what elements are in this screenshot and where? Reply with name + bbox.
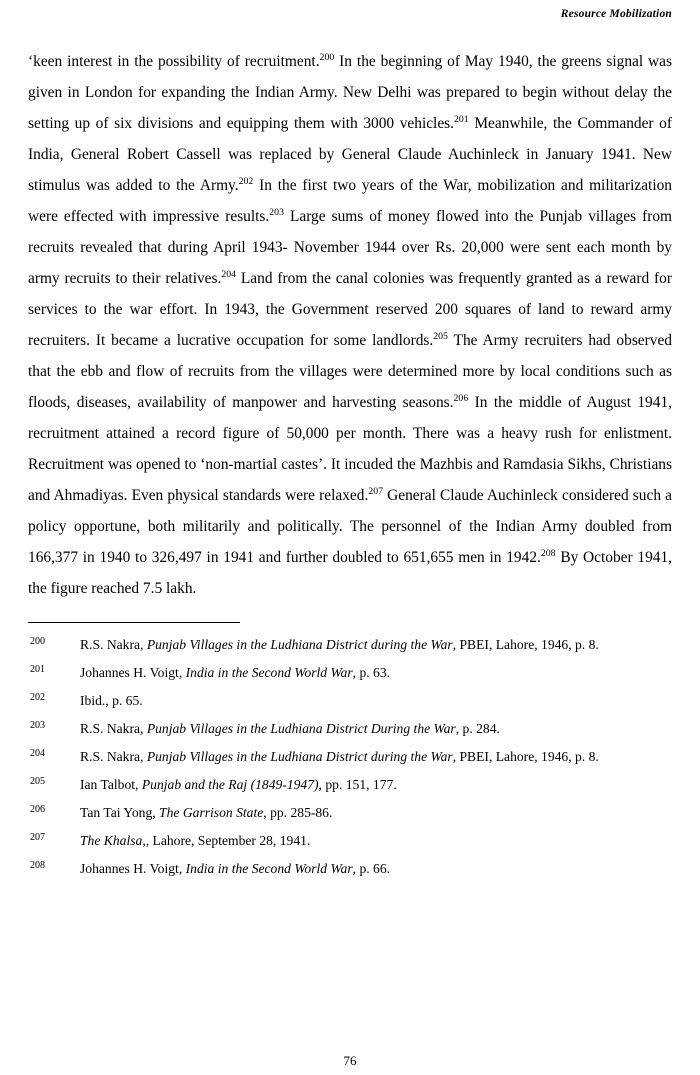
footnote-item: [28, 859, 672, 878]
footnote-number: 204: [30, 748, 45, 759]
footnote-text: Ian Talbot, Punjab and the Raj (1849-1947), pp. 151, 177.: [80, 777, 397, 792]
running-head: Resource Mobilization: [560, 8, 672, 20]
page-number: 76: [343, 1053, 357, 1068]
footnote-item: [28, 747, 672, 766]
footnote-item: [28, 691, 672, 710]
footnote-text: R.S. Nakra, Punjab Villages in the Ludhiana District During the War, p. 284.: [80, 721, 500, 736]
footnote-number: 200: [30, 636, 45, 647]
footnote-text: Johannes H. Voigt, India in the Second World War, p. 63.: [80, 665, 391, 680]
footnote-number: 202: [30, 692, 45, 703]
footnote-number: 203: [30, 720, 45, 731]
footnote-item: [28, 803, 672, 822]
footnote-item: [28, 831, 672, 850]
footnote-number: 207: [30, 832, 45, 843]
footnote-text: The Khalsa,, Lahore, September 28, 1941.: [80, 833, 311, 848]
footnote-text: R.S. Nakra, Punjab Villages in the Ludhiana District during the War, PBEI, Lahore, 1946, p. 8.: [80, 637, 599, 652]
footnote-item: [28, 663, 672, 682]
footnote-item: [28, 775, 672, 794]
footnote-list: [28, 635, 672, 878]
footnote-item: [28, 635, 672, 654]
footnote-number: 208: [30, 860, 45, 871]
body-paragraph: ‘keen interest in the possibility of recruitment.$^{200}$ In the beginning of May 1940, the greens signal was given in London for expanding the Indian Army. New Delhi was prepared to begin without delay the setting up of six divisions and equipping them with 3000 vehicles.$^{201}$ Meanwhile, the Commander of India, General Robert Cassell was replaced by General Claude Auchinleck in January 1941. New stimulus was added to the Army.$^{202}$ In the first two years of the War, mobilization and militarization were effected with impressive results.$^{203}$ Large sums of money flowed into the Punjab villages from recruits revealed that during April 1943- November 1944 over Rs. 20,000 were sent each month by army recruits to their relatives.$^{204}$ Land from the canal colonies was frequently granted as a reward for services to the war effort. In 1943, the Government reserved 200 squares of land to reward army recruiters. It became a lucrative occupation for some landlords.$^{205}$ The Army recruiters had observed that the ebb and flow of recruits from the villages were determined more by local conditions such as floods, diseases, availability of manpower and harvesting seasons.$^{206}$ In the middle of August 1941, recruitment attained a record figure of 50,000 per month. There was a heavy rush for enlistment. Recruitment was opened to ‘non-martial castes’. It incuded the Mazhbis and Ramdasia Sikhs, Christians and Ahmadiyas. Even physical standards were relaxed.$^{207}$ General Claude Auchinleck considered such a policy opportune, both militarily and politically. The personnel of the Indian Army doubled from 166,377 in 1940 to 326,497 in 1941 and further doubled to 651,655 men in 1942.$^{208}$ By October 1941, the figure reached 7.5 lakh.: [28, 51, 673, 597]
footnote-text: Ibid., p. 65.: [80, 693, 143, 708]
footnote-text: R.S. Nakra, Punjab Villages in the Ludhiana District during the War, PBEI, Lahore, 1946, p. 8.: [80, 749, 599, 764]
footnote-text: Tan Tai Yong, The Garrison State, pp. 285-86.: [80, 805, 333, 820]
footnote-number: 205: [30, 776, 45, 787]
footnote-text: Johannes H. Voigt, India in the Second World War, p. 66.: [80, 861, 391, 876]
footnote-number: 206: [30, 804, 45, 815]
footnote-item: [28, 719, 672, 738]
footnote-separator-rule: [28, 622, 240, 623]
footnote-number: 201: [30, 664, 45, 675]
